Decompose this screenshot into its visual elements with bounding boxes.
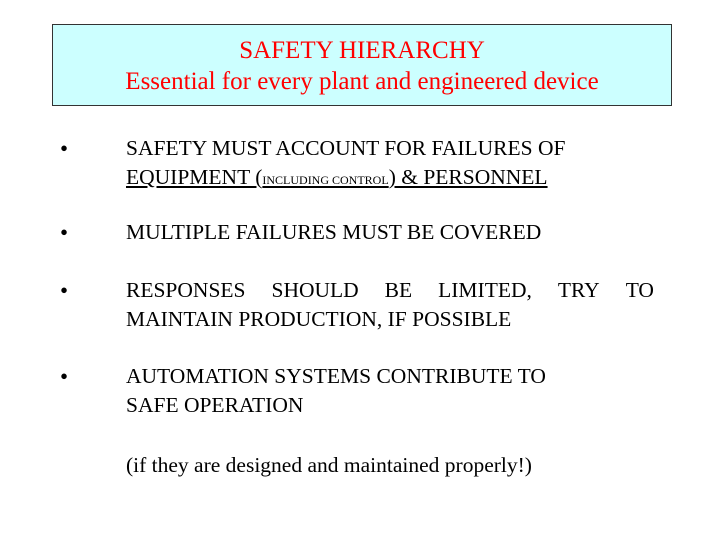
word: BE [384, 278, 413, 302]
list-item-4-line2: SAFE OPERATION [126, 393, 304, 417]
list-item-1-line2-pre: EQUIPMENT ( [126, 165, 263, 189]
bullet-marker: • [60, 136, 69, 161]
list-item-1 [126, 134, 666, 195]
list-item-4-line1: AUTOMATION SYSTEMS CONTRIBUTE TO [126, 364, 546, 388]
list-item-3-line2: MAINTAIN PRODUCTION, IF POSSIBLE [126, 307, 512, 331]
word: TO [625, 278, 654, 302]
slide-subtitle: Essential for every plant and engineered device [125, 68, 599, 95]
list-item-1-line2 [126, 163, 666, 195]
list-item-2 [126, 218, 666, 247]
bullet-marker: • [60, 364, 69, 389]
slide-title: SAFETY HIERARCHY [239, 37, 485, 64]
list-item-1-line2-small: INCLUDING CONTROL [262, 173, 389, 187]
word: TRY [557, 278, 600, 302]
list-item-1-line2-post: ) & PERSONNEL [388, 165, 548, 189]
footnote: (if they are designed and maintained properly!) [126, 453, 532, 477]
bullet-marker: • [60, 220, 69, 245]
title-box [52, 24, 672, 106]
list-item-3-line1 [126, 276, 654, 305]
list-item-2-line1: MULTIPLE FAILURES MUST BE COVERED [126, 220, 542, 244]
word: RESPONSES [126, 278, 246, 302]
list-item-1-line1: SAFETY MUST ACCOUNT FOR FAILURES OF [126, 136, 566, 160]
bullet-marker: • [60, 278, 69, 303]
list-item-3 [126, 276, 666, 334]
word: SHOULD [271, 278, 359, 302]
list-item-4 [126, 362, 666, 420]
word: LIMITED, [438, 278, 532, 302]
